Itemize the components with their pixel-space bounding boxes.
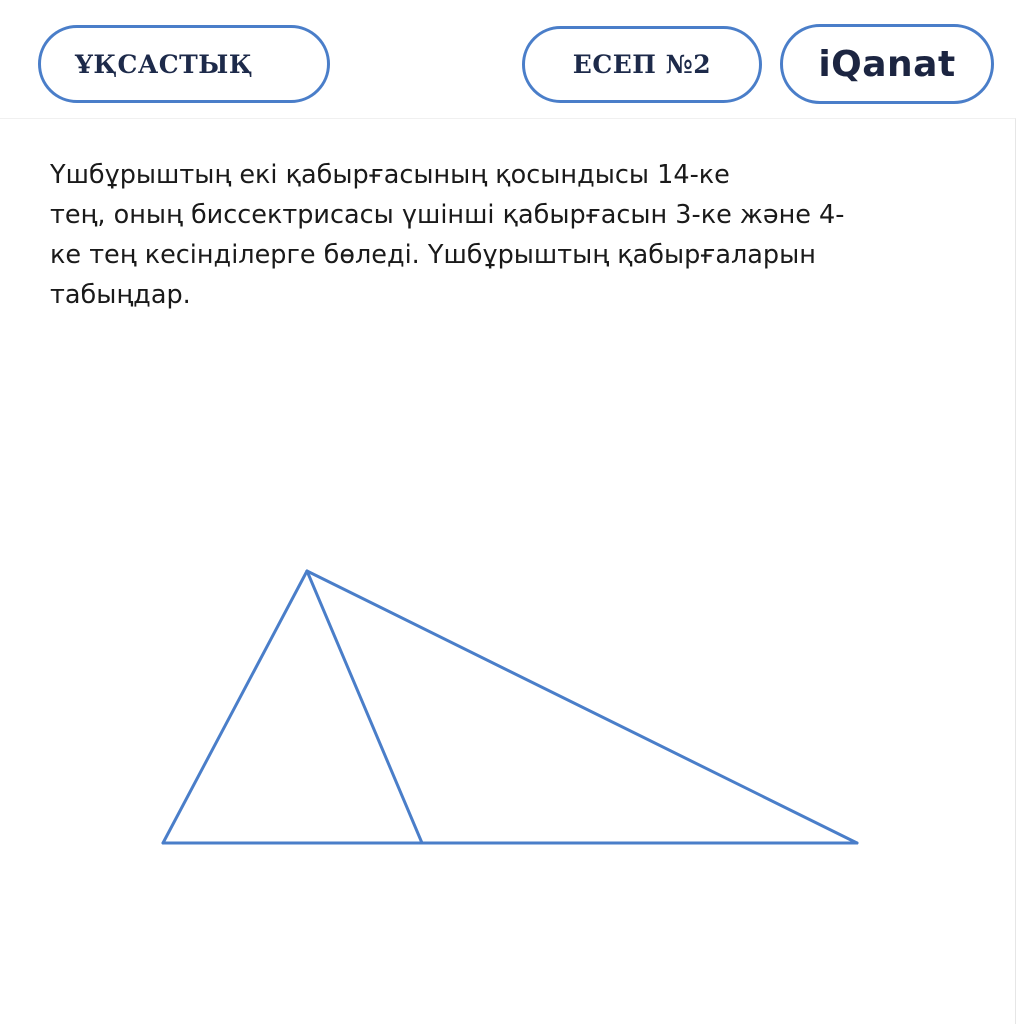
brand-logo: iQanat <box>818 43 956 85</box>
problem-line-1: Үшбұрыштың екі қабырғасының қосындысы 14-ке <box>50 160 730 190</box>
problem-line-2: тең, оның биссектрисасы үшінші қабырғасын 3-ке және 4- <box>50 200 845 230</box>
problem-line-4: табыңдар. <box>50 280 191 310</box>
triangle-side-left <box>163 571 307 843</box>
triangle-side-right <box>307 571 857 843</box>
task-label: ЕСЕП №2 <box>572 50 712 79</box>
topic-label: ҰҚСАСТЫҚ <box>75 49 253 79</box>
problem-line-3: ке тең кесінділерге бөледі. Үшбұрыштың қабырғаларын <box>50 240 816 270</box>
angle-bisector <box>307 571 422 843</box>
